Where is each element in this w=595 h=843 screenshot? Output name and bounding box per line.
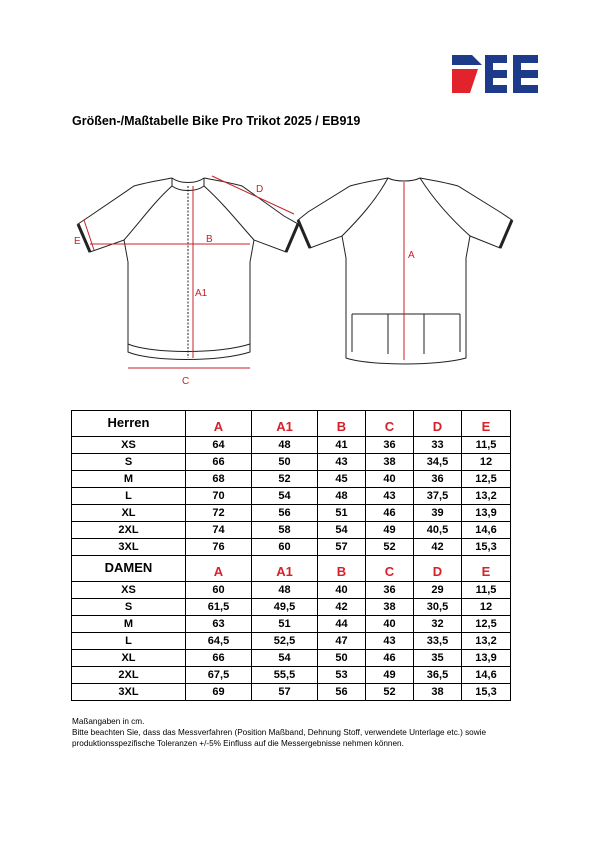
table-row <box>72 667 511 684</box>
column-header: A1 <box>252 411 318 437</box>
front-measure-lines <box>84 176 294 368</box>
measurement-cell: 61,5 <box>186 599 252 616</box>
measurement-cell: 36 <box>414 471 462 488</box>
measurement-cell: 74 <box>186 522 252 539</box>
size-label: XS <box>72 437 186 454</box>
measurement-cell: 50 <box>318 650 366 667</box>
measurement-cell: 41 <box>318 437 366 454</box>
measurement-cell: 32 <box>414 616 462 633</box>
table-row <box>72 582 511 599</box>
column-header: E <box>462 556 511 582</box>
size-table <box>71 410 511 701</box>
measurement-cell: 14,6 <box>462 522 511 539</box>
measurement-cell: 13,2 <box>462 488 511 505</box>
size-label: S <box>72 599 186 616</box>
measurement-cell: 47 <box>318 633 366 650</box>
measurement-cell: 49 <box>366 522 414 539</box>
measurement-cell: 60 <box>252 539 318 556</box>
measurement-cell: 64,5 <box>186 633 252 650</box>
column-header: B <box>318 556 366 582</box>
column-header: B <box>318 411 366 437</box>
logo-top-bar <box>452 55 482 65</box>
table-row <box>72 488 511 505</box>
table-row <box>72 616 511 633</box>
measurement-cell: 72 <box>186 505 252 522</box>
measurement-cell: 38 <box>366 599 414 616</box>
size-label: XL <box>72 505 186 522</box>
measurement-cell: 15,3 <box>462 684 511 701</box>
measurement-cell: 49,5 <box>252 599 318 616</box>
measurement-cell: 14,6 <box>462 667 511 684</box>
measurement-cell: 42 <box>414 539 462 556</box>
column-header: D <box>414 411 462 437</box>
group-name: Herren <box>72 411 186 437</box>
label-a: A <box>408 250 415 261</box>
measurement-cell: 48 <box>252 582 318 599</box>
measurement-cell: 38 <box>366 454 414 471</box>
measurement-cell: 30,5 <box>414 599 462 616</box>
table-row <box>72 471 511 488</box>
measurement-cell: 13,9 <box>462 505 511 522</box>
measurement-cell: 35 <box>414 650 462 667</box>
measurement-cell: 11,5 <box>462 582 511 599</box>
measurement-cell: 45 <box>318 471 366 488</box>
column-header: E <box>462 411 511 437</box>
measurement-cell: 55,5 <box>252 667 318 684</box>
measurement-cell: 40 <box>366 616 414 633</box>
measurement-cell: 54 <box>252 650 318 667</box>
measurement-cell: 36 <box>366 582 414 599</box>
size-label: M <box>72 616 186 633</box>
measurement-cell: 34,5 <box>414 454 462 471</box>
measurement-cell: 50 <box>252 454 318 471</box>
measurement-cell: 52 <box>366 684 414 701</box>
measurement-cell: 43 <box>366 633 414 650</box>
measurement-cell: 43 <box>318 454 366 471</box>
measurement-cell: 46 <box>366 650 414 667</box>
logo-letter-e2 <box>513 55 538 93</box>
measurement-cell: 56 <box>318 684 366 701</box>
measurement-cell: 69 <box>186 684 252 701</box>
column-header: A1 <box>252 556 318 582</box>
table-group-header <box>72 411 511 437</box>
measurement-cell: 40 <box>366 471 414 488</box>
measurement-cell: 54 <box>318 522 366 539</box>
measurement-cell: 67,5 <box>186 667 252 684</box>
table-row <box>72 684 511 701</box>
measurement-cell: 29 <box>414 582 462 599</box>
measurement-cell: 57 <box>318 539 366 556</box>
measurement-cell: 49 <box>366 667 414 684</box>
column-header: C <box>366 556 414 582</box>
size-label: L <box>72 633 186 650</box>
measurement-cell: 11,5 <box>462 437 511 454</box>
group-name: DAMEN <box>72 556 186 582</box>
measurement-cell: 42 <box>318 599 366 616</box>
measurement-cell: 68 <box>186 471 252 488</box>
size-label: 2XL <box>72 522 186 539</box>
measurement-cell: 54 <box>252 488 318 505</box>
measurement-cell: 51 <box>318 505 366 522</box>
table-row <box>72 454 511 471</box>
size-label: M <box>72 471 186 488</box>
measurement-cell: 56 <box>252 505 318 522</box>
table-row <box>72 650 511 667</box>
measurement-cell: 33,5 <box>414 633 462 650</box>
measurement-cell: 46 <box>366 505 414 522</box>
label-d: D <box>256 184 264 195</box>
measurement-cell: 12 <box>462 599 511 616</box>
table-row <box>72 522 511 539</box>
measurement-cell: 12,5 <box>462 616 511 633</box>
label-b: B <box>206 234 213 245</box>
jersey-back-outline <box>298 178 512 364</box>
measurement-cell: 76 <box>186 539 252 556</box>
column-header: A <box>186 411 252 437</box>
measurement-cell: 13,9 <box>462 650 511 667</box>
measurement-cell: 51 <box>252 616 318 633</box>
measurement-cell: 44 <box>318 616 366 633</box>
size-label: 3XL <box>72 684 186 701</box>
size-label: XL <box>72 650 186 667</box>
table-row <box>72 437 511 454</box>
measurement-cell: 36,5 <box>414 667 462 684</box>
measurement-cell: 64 <box>186 437 252 454</box>
measurement-cell: 53 <box>318 667 366 684</box>
measurement-cell: 40 <box>318 582 366 599</box>
measurement-cell: 13,2 <box>462 633 511 650</box>
table-row <box>72 633 511 650</box>
note-units: Maßangaben in cm. <box>72 717 145 726</box>
measurement-cell: 12 <box>462 454 511 471</box>
measurement-cell: 48 <box>252 437 318 454</box>
size-label: L <box>72 488 186 505</box>
measurement-cell: 33 <box>414 437 462 454</box>
measurement-cell: 57 <box>252 684 318 701</box>
measurement-cell: 36 <box>366 437 414 454</box>
measurement-cell: 52,5 <box>252 633 318 650</box>
measurement-cell: 39 <box>414 505 462 522</box>
table-row <box>72 599 511 616</box>
measurement-cell: 52 <box>366 539 414 556</box>
measurement-cell: 70 <box>186 488 252 505</box>
size-label: 2XL <box>72 667 186 684</box>
measurement-cell: 48 <box>318 488 366 505</box>
jersey-back-diagram <box>290 172 520 372</box>
column-header: C <box>366 411 414 437</box>
note-disclaimer: Bitte beachten Sie, dass das Messverfahren (Position Maßband, Dehnung Stoff, verwendete Unterlage etc.) sowie produktionsspezifische Toleranzen +/-5% Einfluss auf die Messergebnisse nehmen können. <box>72 728 487 748</box>
table-row <box>72 505 511 522</box>
measurement-cell: 63 <box>186 616 252 633</box>
size-label: XS <box>72 582 186 599</box>
measurement-cell: 38 <box>414 684 462 701</box>
logo-red-mark <box>452 69 478 93</box>
column-header: A <box>186 556 252 582</box>
page-title: Größen-/Maßtabelle Bike Pro Trikot 2025 / EB919 <box>72 114 361 128</box>
logo-letter-e1 <box>485 55 507 93</box>
jersey-front-diagram <box>72 172 302 387</box>
jersey-front-outline <box>78 178 298 360</box>
measurement-cell: 66 <box>186 650 252 667</box>
column-header: D <box>414 556 462 582</box>
table-group-header <box>72 556 511 582</box>
label-c: C <box>182 376 190 387</box>
label-a1: A1 <box>195 288 208 299</box>
measurement-cell: 15,3 <box>462 539 511 556</box>
measurement-cell: 37,5 <box>414 488 462 505</box>
measurement-cell: 58 <box>252 522 318 539</box>
measurement-cell: 12,5 <box>462 471 511 488</box>
brand-logo <box>452 55 538 93</box>
label-e: E <box>74 236 81 247</box>
measurement-cell: 66 <box>186 454 252 471</box>
measurement-cell: 60 <box>186 582 252 599</box>
table-row <box>72 539 511 556</box>
size-label: 3XL <box>72 539 186 556</box>
measurement-cell: 43 <box>366 488 414 505</box>
size-notes <box>72 716 512 749</box>
measurement-cell: 52 <box>252 471 318 488</box>
size-label: S <box>72 454 186 471</box>
measurement-cell: 40,5 <box>414 522 462 539</box>
